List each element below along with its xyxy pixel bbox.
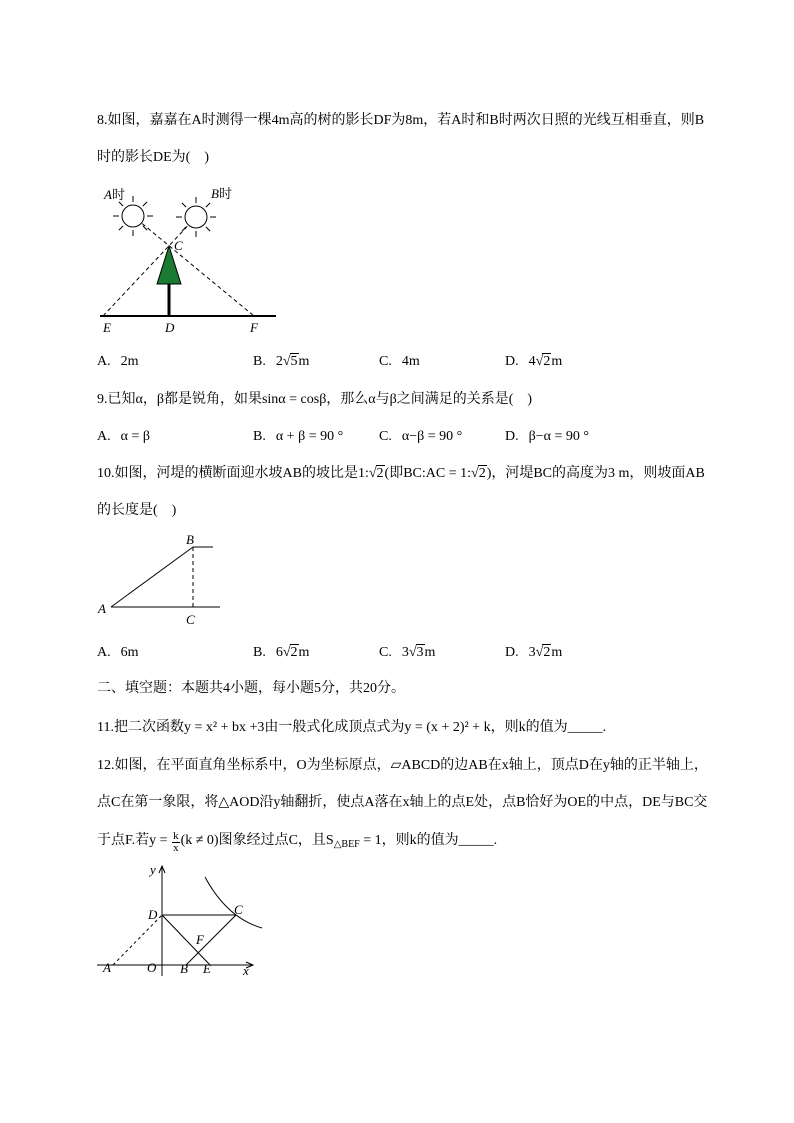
option-letter: C. — [379, 429, 392, 444]
area-subscript: △BEF — [333, 839, 360, 850]
q8-stem-line1: 8.如图，嘉嘉在A时测得一棵4m高的树的影长DF为8m，若A时和B时两次日照的光线互相垂直，则B — [97, 113, 705, 128]
option-unit: m — [551, 645, 563, 660]
fraction — [172, 831, 180, 854]
slope-ab — [111, 547, 193, 607]
q9-option-d — [505, 427, 589, 447]
sun-b-icon — [176, 197, 216, 237]
option-radicand: 5 — [290, 354, 298, 369]
q12-stem-part1: 于点F.若y = — [97, 833, 172, 848]
ray-sun-a-to-f — [142, 224, 254, 316]
sun-b-label — [211, 186, 232, 201]
segment-bc — [186, 915, 236, 965]
q10-stem-line2: 的长度是( ) — [97, 503, 177, 518]
q10-stem-part3: )，河堤BC的高度为3 m，则坡面AB — [486, 466, 705, 481]
question-11: 11.把二次函数y = x² + bx +3由一般式化成顶点式为y = (x + 2)² + k，则k的值为_____. — [97, 720, 607, 735]
option-text: 4m — [401, 354, 420, 369]
label-c: C — [234, 902, 243, 917]
sun-b-letter: B — [211, 186, 219, 201]
sun-b-suffix: 时 — [218, 186, 232, 201]
option-letter: D. — [505, 354, 519, 369]
option-letter: A. — [97, 429, 111, 444]
option-unit: m — [551, 354, 563, 369]
label-b: B — [180, 961, 188, 976]
label-e: E — [203, 961, 211, 976]
option-radicand: 3 — [416, 645, 424, 660]
label-y-axis: y — [150, 862, 156, 877]
q10-option-c — [379, 643, 435, 663]
option-unit: m — [298, 354, 310, 369]
label-b: B — [186, 532, 194, 547]
q12-stem-line3 — [97, 831, 497, 855]
option-text: 3√ — [528, 645, 544, 660]
segment-ad — [113, 915, 162, 965]
option-text: 2√ — [275, 354, 291, 369]
option-letter: B. — [253, 429, 266, 444]
q12-figure — [95, 860, 267, 980]
option-value — [121, 354, 139, 369]
q10-stem-line1 — [97, 464, 705, 484]
option-unit: m — [298, 645, 310, 660]
option-text: 2m — [120, 354, 139, 369]
q8-option-a — [97, 352, 139, 372]
option-text: 3√ — [401, 645, 417, 660]
label-d: D — [165, 320, 175, 335]
label-e: E — [103, 320, 111, 335]
label-c: C — [186, 612, 195, 627]
option-value — [276, 645, 310, 660]
q12-stem-line2: 点C在第一象限，将△AOD沿y轴翻折，使点A落在x轴上的点E处，点B恰好为OE的中点，DE与BC交 — [97, 795, 708, 810]
option-letter: B. — [253, 354, 266, 369]
option-value — [121, 645, 139, 660]
option-radicand: 2 — [543, 354, 551, 369]
q10-radicand-1: 2 — [376, 466, 384, 481]
q9-option-b — [253, 427, 343, 447]
option-letter: C. — [379, 354, 392, 369]
label-f: F — [250, 320, 258, 335]
q10-option-d — [505, 643, 562, 663]
q10-figure — [95, 530, 230, 630]
option-value: β−α = 90 ° — [528, 429, 589, 444]
fraction-denominator: x — [173, 842, 179, 854]
option-letter: A. — [97, 354, 111, 369]
option-value — [402, 354, 420, 369]
q12-stem-line1: 12.如图，在平面直角坐标系中，O为坐标原点，▱ABCD的边AB在x轴上，顶点D在y轴的正半轴上， — [97, 758, 708, 773]
option-letter: C. — [379, 645, 392, 660]
q9-stem-line1: 9.已知α，β都是锐角，如果sinα = cosβ，那么α与β之间满足的关系是( ) — [97, 392, 533, 407]
q8-option-d — [505, 352, 562, 372]
sun-a-suffix: 时 — [111, 187, 125, 202]
q12-stem-part3: = 1，则k的值为_____. — [359, 833, 498, 848]
q10-option-b — [253, 643, 309, 663]
option-radicand: 2 — [290, 645, 298, 660]
option-value — [276, 354, 310, 369]
q9-option-a — [97, 427, 150, 447]
label-o: O — [147, 960, 157, 975]
option-text: 6√ — [275, 645, 291, 660]
q8-figure — [95, 180, 285, 340]
q10-radicand-2: 2 — [478, 466, 486, 481]
option-letter: D. — [505, 645, 519, 660]
option-unit: m — [424, 645, 436, 660]
label-c: C — [174, 238, 183, 253]
option-letter: A. — [97, 645, 111, 660]
option-letter: D. — [505, 429, 519, 444]
option-value: α−β = 90 ° — [401, 429, 463, 444]
option-value: α + β = 90 ° — [275, 429, 344, 444]
q8-stem-line2: 时的影长DE为( ) — [97, 150, 209, 165]
option-text: 6m — [120, 645, 139, 660]
sun-a-letter: A — [104, 187, 112, 202]
option-value — [529, 645, 563, 660]
option-text: 4√ — [528, 354, 544, 369]
label-f: F — [196, 932, 204, 947]
q10-stem-part1: 10.如图，河堤的横断面迎水坡AB的坡比是1:√ — [97, 466, 377, 481]
q12-stem-part2: (k ≠ 0)图象经过点C，且S — [180, 833, 334, 848]
sun-a-label — [103, 187, 125, 202]
q8-option-c — [379, 352, 420, 372]
option-letter: B. — [253, 645, 266, 660]
label-d: D — [148, 907, 158, 922]
option-value — [402, 645, 436, 660]
label-a: A — [98, 601, 106, 616]
option-value — [529, 354, 563, 369]
q10-option-a — [97, 643, 139, 663]
q9-option-c — [379, 427, 462, 447]
option-radicand: 2 — [543, 645, 551, 660]
sun-a-icon — [113, 196, 153, 236]
q8-option-b — [253, 352, 309, 372]
option-value: α = β — [120, 429, 150, 444]
fraction-numerator: k — [173, 830, 179, 842]
label-x-axis: x — [243, 963, 249, 978]
q10-stem-part2: (即BC:AC = 1:√ — [384, 466, 479, 481]
section-heading: 二、填空题：本题共4小题，每小题5分，共20分。 — [97, 681, 405, 696]
label-a: A — [103, 960, 111, 975]
